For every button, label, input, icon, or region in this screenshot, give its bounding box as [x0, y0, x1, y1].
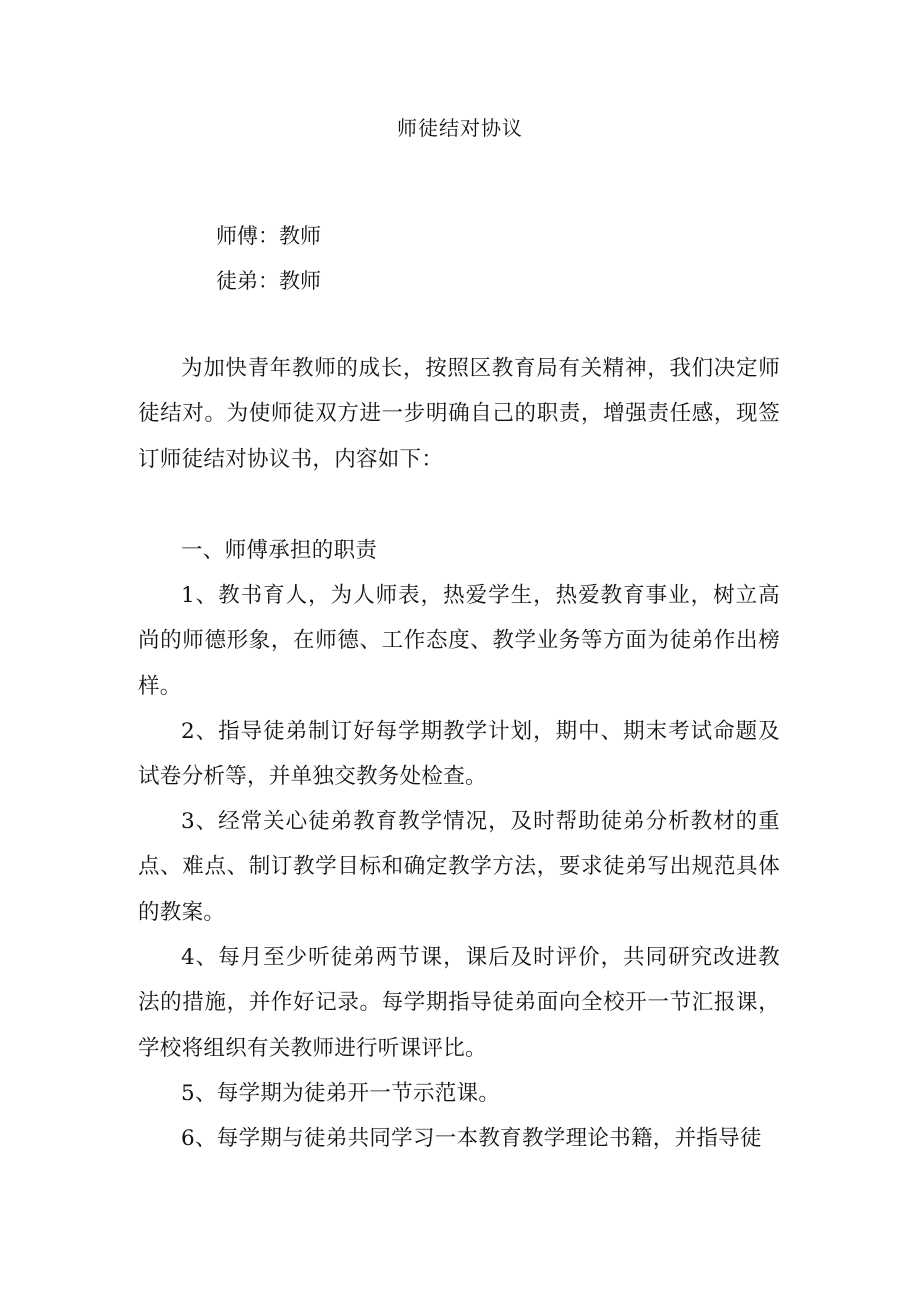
- duty-item-6: 6、每学期与徒弟共同学习一本教育教学理论书籍，并指导徒: [181, 1126, 762, 1151]
- section-heading: 一、师傅承担的职责: [181, 538, 378, 563]
- intro-paragraph: 为加快青年教师的成长，按照区教育局有关精神，我们决定师徒结对。为使师徒双方进一步明确自己的职责，增强责任感，现签订师徒结对协议书，内容如下：: [138, 356, 780, 472]
- duty-item-4: 4、每月至少听徒弟两节课，课后及时评价，共同研究改进教法的措施，并作好记录。每学期指导徒弟面向全校开一节汇报课，学校将组织有关教师进行听课评比。: [138, 945, 780, 1061]
- document-title: 师徒结对协议: [397, 116, 523, 140]
- apprentice-line: 徒弟：教师: [216, 269, 321, 293]
- duty-item-3: 3、经常关心徒弟教育教学情况，及时帮助徒弟分析教材的重点、难点、制订教学目标和确定教学方法，要求徒弟写出规范具体的教案。: [138, 809, 780, 925]
- duty-item-2: 2、指导徒弟制订好每学期教学计划，期中、期末考试命题及试卷分析等，并单独交教务处检查。: [138, 719, 780, 790]
- duty-item-1: 1、教书育人，为人师表，热爱学生，热爱教育事业，树立高尚的师德形象，在师德、工作态度、教学业务等方面为徒弟作出榜样。: [138, 583, 780, 699]
- master-line: 师傅：教师: [216, 224, 321, 248]
- duty-item-5: 5、每学期为徒弟开一节示范课。: [181, 1081, 501, 1106]
